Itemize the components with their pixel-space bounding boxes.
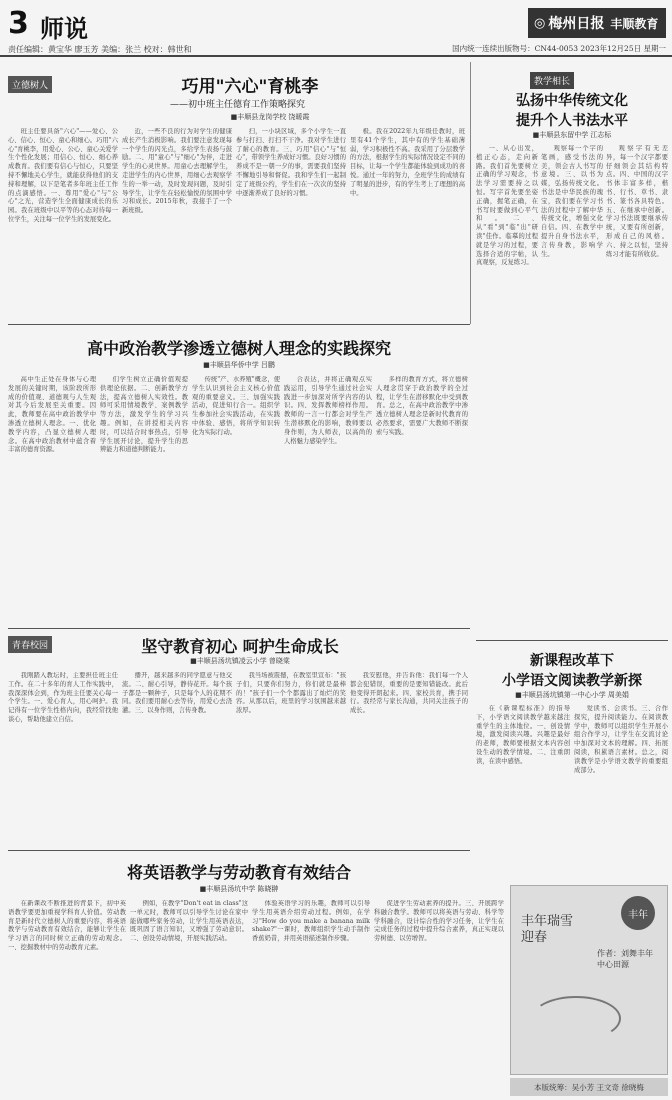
section-rule [8,850,470,851]
article6-byline: ■丰顺县汤坑中学 陈晓翀 [199,885,279,893]
article6-col4: 促进学生劳动素养的提升。三、开展跨学科融合教学。教师可以将英语与劳动、科学等学科融合，设计综合性的学习任务，让学生在完成任务的过程中提升综合素养，真正实现以劳树德、以劳增智。 [374,900,504,943]
section-rule [476,640,668,641]
article3-col2: 们学生树立正确价值观提供理论依据。二、创新教学方法，提高立德树人实效性。教师可采用情境教学、案例教学等方法，激发学生的学习兴趣。例如，在讲授相关内容时，可以结合时事热点，引导学生展开讨论，提升学生的思辨能力和道德判断能力。 [100,376,188,454]
article6-col1: 在新课改不断推进的背景下，初中英语教学要更加重视学科育人价值。劳动教育是新时代立德树人的重要内容，将英语教学与劳动教育有效结合，能够让学生在学习语言的同时树立正确的劳动观念。一、挖掘教材中的劳动教育元素。 [8,900,126,951]
article1-col4: 极。我在2022年九年级任教时，班里有41个学生，其中有的学生基础薄弱，学习积极性不高。我采用了分层教学的方法，根据学生的实际情况设定不同的目标，让每一个学生都能体验到成功的喜悦。通过一年的努力，全班学生的成绩有了明显的进步，有的学生考上了理想的高中。 [350,128,465,197]
article3-col4: 合表达，并将正确观点实践运用，引导学生通过社会实践进一步加深对所学内容的认识。四、发挥教师榜样作用。教师的一言一行都会对学生产生潜移默化的影响，教师要以身作则，为人师表，以高尚的人格魅力感染学生。 [284,376,372,445]
article5-col2: 爱读书、会读书。三、合作探究，提升阅读能力。在阅读教学中，教师可以组织学生开展小组合作学习，让学生在交流讨论中加深对文本的理解。四、拓展阅读，积累语言素材。总之，阅读教学是小学语文教学的重要组成部分。 [574,705,668,774]
article2-col2: 观察每一个字的笔画，感受书法的美，领会古人书写的意境。三、以书为媒，弘扬传统文化。书法是中华民族的瑰宝，我们要在学习书法的过程中了解中华传统文化，增强文化自信。四、在教学中提升自身书法水平，言传身教，影响学生。 [541,145,603,258]
article3-title: 高中政治教学渗透立德树人理念的实践探究 [86,339,391,358]
section-rule [8,628,470,629]
page-footer: 本版统筹：吴小芳 王文奇 徐晓梅 [510,1078,668,1096]
article5-title-line1: 新课程改革下 [530,653,614,669]
dateline: 国内统一连续出版物号：CN44-0053 2023年12月25日 星期一 [452,44,666,53]
article5-byline: ■丰顺县汤坑镇第一中心小学 周美娟 [515,691,629,699]
article5-col1: 在《新课程标准》的指导下，小学语文阅读教学越来越注重学生的主体地位。一、创设情境，激发阅读兴趣。兴趣是最好的老师，教师要根据文本内容创设生动的教学情境。二、注重朗读，在读中感悟。 [476,705,570,765]
section-name: 丰顺教育 [610,16,659,31]
article6-title: 将英语教学与劳动教育有效结合 [126,863,351,882]
calligraphy-artwork [510,885,668,1075]
page-header [0,0,672,58]
article2-byline: ■丰顺县东留中学 江志标 [532,131,612,139]
calligraphy-text: 丰年瑞雪迎春 [521,914,574,945]
decorative-brush-icon [531,996,621,1041]
article2-title-line1: 弘扬中华传统文化 [516,93,628,109]
article1-title: 巧用"六心"育桃李 [181,77,319,97]
article3-col1: 高中生正处在身体与心理发展的关键时期，该阶段所形成的价值观、道德观与人生观对其今后发展至关重要。因此，教师要在高中政治教学中渗透立德树人理念。一、优化教学内容，凸显立德树人理念。在高中政治教材中蕴含着丰富的德育资源。 [8,376,96,454]
masthead [528,8,666,38]
article1-col2: 近，一些不良的行为对学生的健康成长产生消极影响。我们要注意发现每一个学生的闪光点，多给学生表扬与鼓励。二、用"童心"与"细心"为伴，走进学生的心灵世界。用童心去理解学生，走进学生的内心世界，用细心去观察学生的一举一动，及时发现问题，及时引导学生，让学生在轻松愉悦的氛围中学习和成长。2015年秋，我接手了一个新班级。 [122,128,232,215]
article4-col2: 播开，越来越多的同学愿意与他交流。二、耐心引导，静待花开。每个孩子都是一颗种子，只是每个人的花期不同。我们要用耐心去等待，用爱心去浇灌。三、以身作则，言传身教。 [122,672,232,715]
article1-byline: ■丰顺县龙岗学校 饶暖霞 [230,113,310,121]
page-number: 3 [8,6,29,41]
section-rule [8,324,470,325]
article1-col3: 扫，一小块区域，多个小学生一直参与打扫、打扫不干净。我对学生进行了耐心的教育。三、巧用"信心"与"恒心"，带领学生养成好习惯。良好习惯的养成不是一朝一夕的事，需要我们坚持不懈地引导和督促。我和学生们一起制定了班级公约，学生们在一次次的坚持中逐渐养成了良好的习惯。 [236,128,346,197]
article3-col3: 传统"产、水养殖"概念，使学生认识到社会主义核心价值观的重要意义。三、加强实践活动，促进知行合一。组织学生参加社会实践活动，在实践中体验、感悟，将所学知识转化为实际行动。 [192,376,280,436]
newspaper-logo-icon: ◎ [534,15,546,31]
article5-title-line2: 小学语文阅读教学新探 [502,673,642,689]
article2-tag: 教学相长 [530,72,574,89]
article1-col1: 班主任要具备"六心"——爱心、公心、信心、恒心、童心和细心。巧用"六心"育桃李，用爱心、公心、童心关爱学生个性化发展；用信心、恒心、细心养成教育。我们要有信心与恒心，只要坚持不懈地关心学生，就能获得他们的支持和理解，以下是笔者多年班主任工作的点滴感悟。一、尊用"爱心"与"公心"之光，营造学生全面健康成长的乐园。我在班级中以平等的心态对待每一位学生，关注每一位学生的发展变化。 [8,128,118,223]
article4-tag: 青春校园 [8,636,52,653]
article6-col3: 体验英语学习的乐趣，教师可以引导学生用英语介绍劳动过程。例如，在学习"How do you make a banana milk shake?"一课时，教师组织学生动手制作香蕉奶昔，并用英语描述制作步骤。 [252,900,370,943]
article1-tag: 立德树人 [8,76,52,93]
page-name: 师说 [40,15,88,43]
article4-col3: 我当场被震撼，在教室里宣布："孩子们，只要你们努力，你们就是最棒的！"孩子们一个个都露出了灿烂的笑容。从那以后，班里的学习氛围越来越浓厚。 [236,672,346,715]
article4-col1: 我刚踏入教坛时，主要担任班主任工作。在二十多年的育人工作实践中，我深深体会到，作为班主任要关心每一个学生。一、爱心育人，用心呵护。我记得有一位学生性格内向，我经常找他谈心，帮助他建立自信。 [8,672,118,723]
article2-col3: 观察字有无差异，每一个汉字都要仔细领会其结构特点。四、中国的汉字书体丰富多样，楷书、行书、草书、隶书、篆书各具特色。五、在继承中创新。学习书法既要继承传统，又要有所创新，形成自己的风格。六、持之以恒，坚持练习才能有所收获。 [606,145,668,258]
column-divider [470,62,471,324]
article6-col2: 例如，在教学"Don't eat in class"这一单元时，教师可以引导学生讨论在家中能做哪些家务劳动，让学生用英语表达，既巩固了语言知识，又增强了劳动意识。二、创设劳动情境，开展实践活动。 [130,900,248,943]
article3-col5: 多样的教育方式，将立德树人理念贯穿于政治教学的全过程，让学生在潜移默化中受到教育。总之，在高中政治教学中渗透立德树人理念是新时代教育的必然要求，需要广大教师不断探索与实践。 [376,376,468,436]
editor-credits: 责任编辑：黄宝华 廖玉芳 美编：张兰 校对：韩世和 [8,45,192,54]
article1-subtitle: ——初中班主任德育工作策略探究 [170,100,306,110]
article2-col1: 一、从心出发，植正心态，走向新路。我们首先要树立正确的学习观念，书法学习需要持之以恒。写字首先要坐姿正确，握笔正确，在书写时要做到心平气和。二、从"看"到"临"出"研读"佳作。临摹的过程就是学习的过程，要选择合适的字帖，认真观察，反复练习。 [476,145,538,267]
paper-name: 梅州日报 [548,16,605,32]
article2-title-line2: 提升个人书法水平 [516,113,628,129]
header-rule [0,55,672,57]
article4-byline: ■丰顺县汤坑镇凌云小学 曾晓棠 [190,657,290,665]
article4-col4: 我安慰他，并告诉他：我们每一个人都会犯错误，重要的是要知错能改。此后他变得开朗起来。四、家校共育，携手同行。我经常与家长沟通，共同关注孩子的成长。 [350,672,468,715]
seal-stamp: 丰年 [621,896,655,930]
article3-byline: ■丰顺县华侨中学 吕鹏 [203,361,275,369]
article4-title: 坚守教育初心 呵护生命成长 [141,637,339,656]
artwork-caption: 作者：刘舞丰年中心田源 [597,949,653,969]
